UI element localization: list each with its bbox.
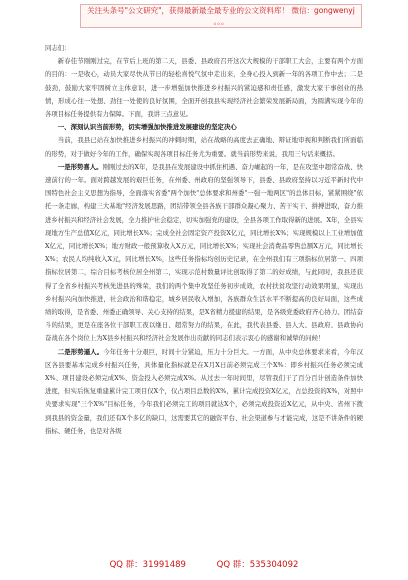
point-lead: 一是形势喜人。 [57,162,103,171]
promo-banner-text: 关注头条号"公文研究"，获得最新最全最专业的公文资料库！ 微信：gongwenyj [87,6,355,15]
footer-contact [0,558,408,570]
paragraph-text: 刚刚过去的X年，是我县在发展建设中抓住机遇、奋力崛起的一年，是在攻坚中超常奋战、快速前行的一年。面对跨越发展的艰巨任务，在州委、州政府的坚强领导下，县委、县政府坚持以习近平新时代中国特色社会主义思想为指导，全面落实省委"两个加快"总体要求和州委"一强一地两区"的总体目标，紧紧围绕"依托一条走廊，构建三大基地"经济发展思路，团结带领全县各族干部群众凝心聚力、苦干实干、拼搏进取，奋力推进乡村振兴和经济社会发展，全力推护社会稳定，切实加强党的建设，全县各项工作取得新的进展。X年，全县实现地方生产总值X亿元，同比增长X%；完成全社会固定资产投资X亿元，同比增长X%；实现规模以上工业增加值X亿元，同比增长X%；地方财政一般预算收入X万元，同比增长X%；实现社会消费品零售总额X万元，同比增长X%；农民人均纯收入X元，同比增长X%，这些任务指标均创历史记录，在全州我们有三项指标位居第一、四项指标位居第二，综合目标考核位居全州第二，实现示范村数量评比创取得了第二的好成绩，与此同时，我县还获得了全省乡村振兴考核先进县的殊荣，我们的两个集中攻坚任务初步成效，农村扶贫攻坚行动效果明显，实现出乡村振兴向加快推进，社会政治和谐稳定，城乡居民收入增加，各族群众生活水平不断提高的良好局面，这些成绩的取得，是省委、州委正确领导、关心支持的结果，是X省精力援建的结果，是各级党委政府齐心协力、团结奋斗的结果，更是在座各位干部职工夜以继日、超常努力的结果，在此，我代表县委、县人大、县政府、县政协向奋战在各个岗位上为X县乡村振兴和经济社会发展作出贡献的同志们表示衷心的感谢和诚挚的问候！ [45,162,363,343]
paragraph-text: 今年任务十分艰巨，时间十分紧迫，压力十分巨大。一方面，从中央总体要求来看，今年汉区各县要基本完成乡村振兴任务，具体量化指标就是在X月X日前必须完成三个X%：即乡村振兴任务必须完成X%、项目建设必须完成X%、资金投入必须完成X%。从过去一年时间里，尽管我们干了百分百计创造条件加快进度，但实后恢复重建累计完工项目仅X个，仅占项目总数的X%，累计完成投资X亿元，占总投资的X%，对照中央要求实现"三个X%"目标任务，今年我们必须完工的项目就达X个，必须完成投资近X亿元，从中央、省州下拨到我县的资金量，我们还有X个多亿的缺口，这需要其它的融资平台、社会渠道参与才能完成，这是不讲条件的硬指标、硬任务，也是对各级 [45,347,364,435]
section-heading: 一、深刻认识当前形势，切实增强加快推进发展建设的坚定决心 [57,123,237,132]
point-two-paragraph [45,346,363,438]
paragraph-text: 新春佳节刚刚过完，在节后上班的第二天，县委、县政府召开这次大规模的干部职工大会，主要有两个方面的目的：一是收心，动员大家尽快从节日的轻松喜悦气氛中走出来，全身心投入到新一年的各项工作中去；二是鼓劲，鼓励大家牢固树立主体意识，进一步增强加快推进乡村振兴的紧迫感和责任感，激发大家干事创业的热情，形成心往一处想、劲往一处使的良好氛围，全面开创我县实现经济社会繁荣发展新局面，为圆满实现今年的各项目标任务提供有力保障。下面，我讲三点意见。 [45,57,363,119]
paragraph-text: 当前，我县已站在加快推进乡村振兴的冲刺时期，站在战略的高度去正确地、辩证地审视和判断我们所面临的形势，对于做好今年的工作，确保实现各项目标任务尤为重要。就当前形势来说，我用三句话来概括。 [45,136,363,158]
intro-paragraph [45,55,363,121]
qq-group-1: QQ 群：31991489 [109,560,186,570]
promo-banner-dots: 。。。 [213,17,229,26]
promo-banner [80,4,362,28]
qq-group-2: QQ 群：535304092 [216,560,299,570]
document-body [45,42,363,438]
salutation: 同志们： [45,44,71,52]
point-lead: 二是形势逼人。 [57,347,104,356]
point-one-paragraph [45,161,363,346]
context-paragraph [45,134,363,160]
